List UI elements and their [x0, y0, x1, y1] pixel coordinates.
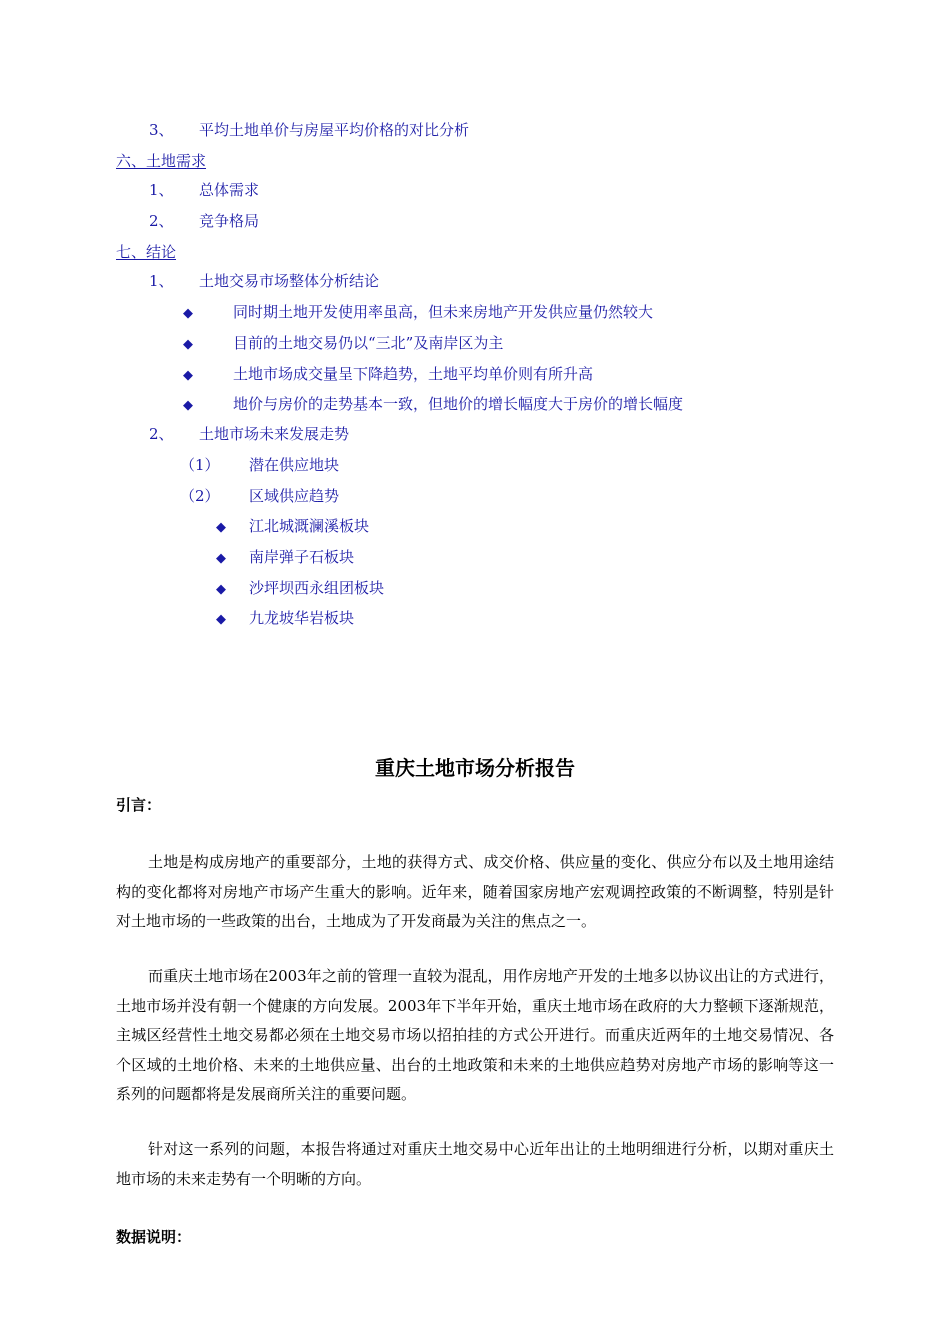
diamond-bullet-icon: ◆: [183, 337, 193, 352]
diamond-bullet-icon: ◆: [216, 551, 226, 566]
toc-number: 2、: [149, 212, 174, 230]
data-description-heading: 数据说明：: [116, 1228, 192, 1246]
toc-label: 沙坪坝西永组团板块: [249, 579, 385, 597]
toc-bullet-sub-2-d[interactable]: [216, 608, 354, 630]
toc-sub-2[interactable]: [180, 486, 339, 506]
diamond-bullet-icon: ◆: [183, 398, 193, 413]
toc-bullet-sub-2-a[interactable]: [216, 516, 369, 538]
toc-label: 土地市场成交量呈下降趋势，土地平均单价则有所升高: [233, 365, 594, 383]
toc-label: 土地交易市场整体分析结论: [199, 272, 380, 290]
toc-label: 九龙坡华岩板块: [249, 609, 355, 627]
toc-number: 1、: [149, 272, 174, 290]
diamond-bullet-icon: ◆: [216, 582, 226, 597]
toc-number: 1、: [149, 181, 174, 199]
toc-label: 总体需求: [199, 181, 260, 199]
toc-item-6a-2[interactable]: [149, 211, 259, 231]
toc-label: 区域供应趋势: [249, 487, 340, 505]
toc-bullet-sub-2-b[interactable]: [216, 547, 354, 569]
paragraph-3: 针对这一系列的问题，本报告将通过对重庆土地交易中心近年出让的土地明细进行分析，以期对重庆土地市场的未来走势有一个明晰的方向。: [116, 1140, 834, 1188]
toc-label: 平均土地单价与房屋平均价格的对比分析: [199, 121, 470, 139]
toc-bullet-7-1-a[interactable]: [183, 302, 653, 324]
toc-label: 同时期土地开发使用率虽高，但未来房地产开发供应量仍然较大: [233, 303, 654, 321]
toc-bullet-sub-2-c[interactable]: [216, 578, 384, 600]
toc-item-6-3[interactable]: [149, 120, 469, 140]
toc-label: 土地市场未来发展走势: [199, 425, 350, 443]
paragraph-1: 土地是构成房地产的重要部分，土地的获得方式、成交价格、供应量的变化、供应分布以及土地用途结构的变化都将对房地产市场产生重大的影响。近年来，随着国家房地产宏观调控政策的不断调整，特别是针对土地市场的一些政策的出台，土地成为了开发商最为关注的焦点之一。: [116, 853, 834, 930]
toc-section-6[interactable]: 六、土地需求: [116, 152, 207, 170]
paragraph-2: 而重庆土地市场在2003年之前的管理一直较为混乱，用作房地产开发的土地多以协议出让的方式进行，土地市场并没有朝一个健康的方向发展。2003年下半年开始，重庆土地市场在政府的大力整顿下逐渐规范，主城区经营性土地交易都必须在土地交易市场以招拍挂的方式公开进行。而重庆近两年的土地交易情况、各个区域的土地价格、未来的土地供应量、出台的土地政策和未来的土地供应趋势对房地产市场的影响等这一系列的问题都将是发展商所关注的重要问题。: [116, 967, 834, 1103]
intro-heading: 引言：: [116, 796, 162, 814]
toc-section-7[interactable]: 七、结论: [116, 243, 177, 261]
toc-bullet-7-1-c[interactable]: [183, 364, 593, 386]
toc-bullet-7-1-d[interactable]: [183, 394, 683, 416]
report-title: 重庆土地市场分析报告: [375, 756, 575, 780]
toc-label: 潜在供应地块: [249, 456, 340, 474]
toc-item-7-2[interactable]: [149, 424, 349, 444]
toc-number: （1）: [180, 456, 220, 474]
toc-sub-1[interactable]: [180, 455, 339, 475]
toc-item-7-1[interactable]: [149, 271, 379, 291]
toc-label: 竞争格局: [199, 212, 260, 230]
toc-label: 目前的土地交易仍以“三北”及南岸区为主: [233, 334, 504, 352]
diamond-bullet-icon: ◆: [216, 520, 226, 535]
toc-number: 3、: [149, 121, 174, 139]
toc-label: 地价与房价的走势基本一致，但地价的增长幅度大于房价的增长幅度: [233, 395, 684, 413]
toc-number: 2、: [149, 425, 174, 443]
toc-bullet-7-1-b[interactable]: [183, 333, 503, 355]
diamond-bullet-icon: ◆: [216, 612, 226, 627]
toc-item-6a-1[interactable]: [149, 180, 259, 200]
toc-label: 江北城溉澜溪板块: [249, 517, 370, 535]
diamond-bullet-icon: ◆: [183, 306, 193, 321]
diamond-bullet-icon: ◆: [183, 368, 193, 383]
toc-label: 南岸弹子石板块: [249, 548, 355, 566]
toc-number: （2）: [180, 487, 220, 505]
